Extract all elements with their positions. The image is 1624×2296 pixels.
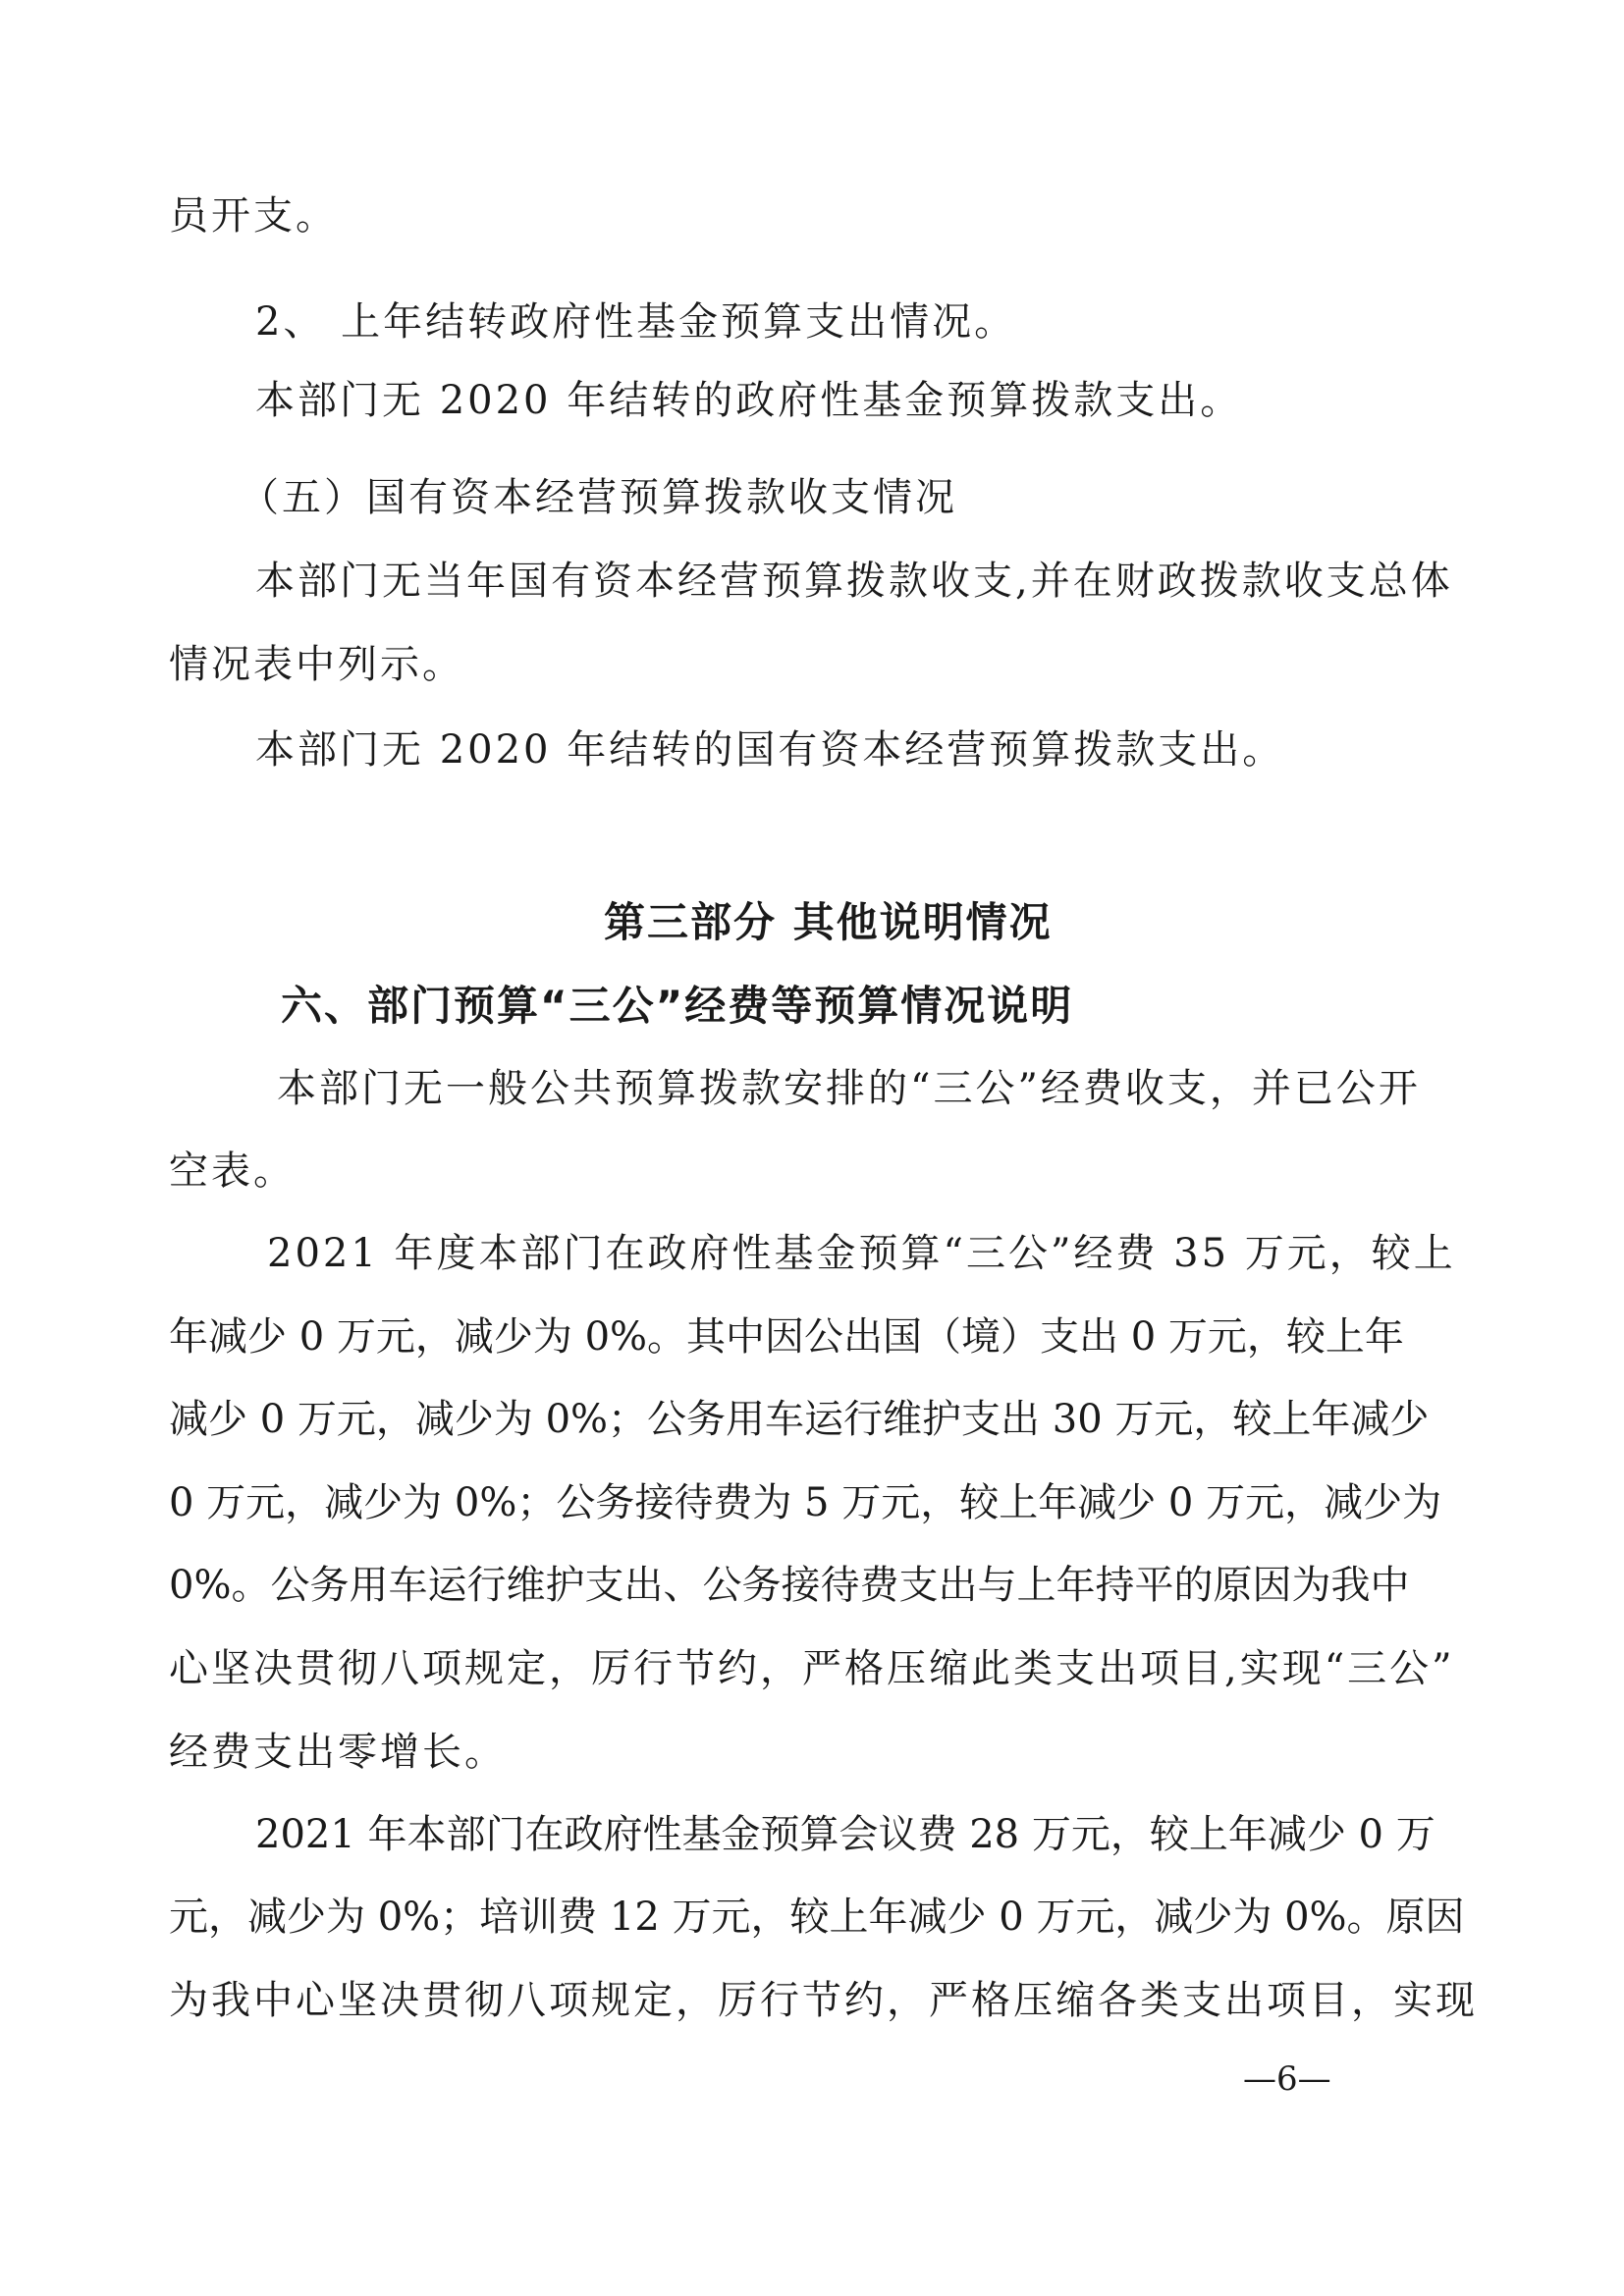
text-line: 空表。: [169, 1148, 296, 1194]
text-line: 情况表中列示。: [169, 642, 464, 687]
text-line: 本部门无一般公共预算拨款安排的“三公”经费收支，并已公开: [277, 1066, 1421, 1111]
text-line: 年减少 0 万元，减少为 0%。其中因公出国（境）支出 0 万元，较上年: [169, 1314, 1404, 1360]
text-line: 本部门无当年国有资本经营预算拨款收支,并在财政拨款收支总体: [255, 559, 1453, 604]
text-line: 本部门无 2020 年结转的国有资本经营预算拨款支出。: [255, 727, 1285, 773]
text-line: 为我中心坚决贯彻八项规定，厉行节约，严格压缩各类支出项目，实现: [169, 1978, 1478, 2023]
text-line: 心坚决贯彻八项规定，厉行节约，严格压缩此类支出项目,实现“三公”: [169, 1646, 1455, 1691]
text-line: 员开支。: [169, 193, 338, 239]
text-line: 0%。公务用车运行维护支出、公务接待费支出与上年持平的原因为我中: [169, 1563, 1410, 1608]
text-line: 0 万元，减少为 0%；公务接待费为 5 万元，较上年减少 0 万元，减少为: [169, 1480, 1442, 1525]
text-line: 2、 上年结转政府性基金预算支出情况。: [255, 299, 1017, 345]
text-line: 本部门无 2020 年结转的政府性基金预算拨款支出。: [255, 378, 1243, 423]
text-line: 经费支出零增长。: [169, 1730, 507, 1775]
part-title: 第三部分 其他说明情况: [604, 898, 1053, 946]
section-heading: 六、部门预算“三公”经费等预算情况说明: [281, 982, 1074, 1030]
text-line: 2021 年度本部门在政府性基金预算“三公”经费 35 万元，较上: [267, 1231, 1456, 1276]
subsection-heading: （五）国有资本经营预算拨款收支情况: [240, 475, 957, 520]
text-line: 减少 0 万元，减少为 0%；公务用车运行维护支出 30 万元，较上年减少: [169, 1397, 1430, 1442]
page-number: —6—: [1243, 2059, 1331, 2099]
text-line: 元，减少为 0%；培训费 12 万元，较上年减少 0 万元，减少为 0%。原因: [169, 1895, 1465, 1940]
text-line: 2021 年本部门在政府性基金预算会议费 28 万元，较上年减少 0 万: [255, 1812, 1435, 1857]
